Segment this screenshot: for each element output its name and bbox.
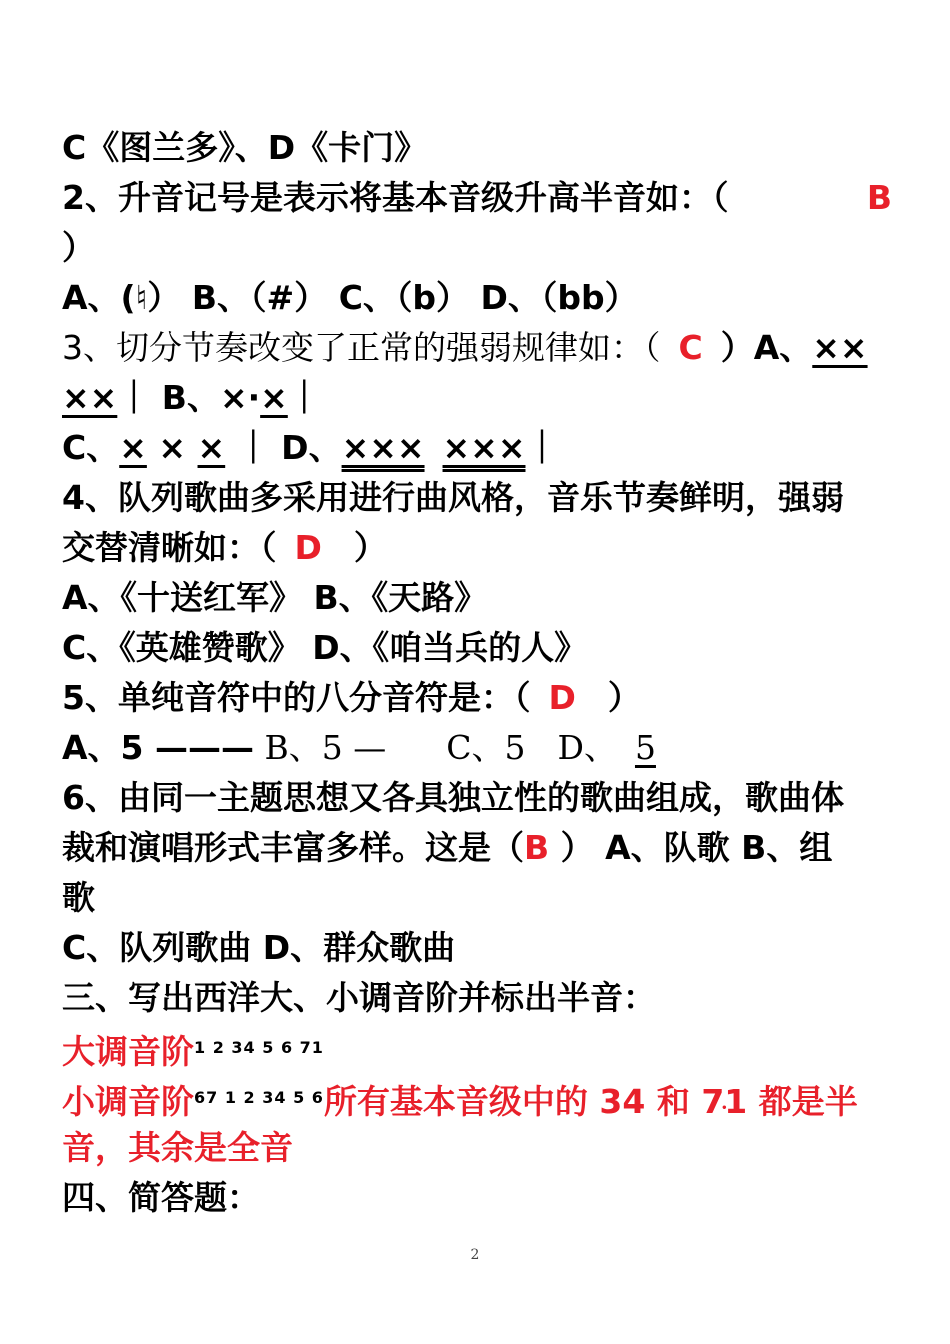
rhythm-b: ×	[260, 378, 288, 417]
minor-scale-line: 小调音阶$^{67 1 2 34 5 6}$所有基本音级中的 34 和 71 • 都是半	[62, 1074, 892, 1124]
rhythm-c3: ×	[197, 428, 226, 467]
question-2: 2、升音记号是表示将基本音级升高半音如：（ B	[62, 174, 892, 224]
rhythm-c2: ×	[158, 428, 187, 467]
section-4-title: 四、简答题：	[62, 1178, 260, 1217]
rhythm-c1: ×	[119, 428, 147, 467]
answer-q5: D	[548, 678, 576, 717]
question-6-line2: 裁和演唱形式丰富多样。这是（B ） A、队歌 B、组	[62, 828, 833, 867]
major-scale-line: 大调音阶$^{1 2 34 5 6 71}$	[62, 1032, 324, 1071]
question-6: 6、由同一主题思想又各具独立性的歌曲组成，歌曲体	[62, 778, 844, 817]
line-options-cd: C《图兰多》、D《卡门》	[62, 128, 428, 167]
question-6-options: C、队列歌曲 D、群众歌曲	[62, 928, 456, 967]
question-5-options: A、5 ——— B、5 — C、5 D、 5	[62, 728, 656, 767]
question-5: 5、单纯音符中的八分音符是：（ D ）	[62, 678, 641, 717]
question-3-line3: C、× × × ｜ D、××× ×××｜	[62, 428, 559, 467]
major-scale-notes: 1 2 34 5 6 71	[194, 1038, 324, 1057]
page-number: 2	[470, 1247, 480, 1263]
answer-q4: D	[294, 528, 322, 567]
question-4: 4、队列歌曲多采用进行曲风格，音乐节奏鲜明，强弱	[62, 478, 844, 517]
rhythm-a1: ××	[812, 328, 868, 367]
question-4-options-1: A、《十送红军》 B、《天路》	[62, 578, 488, 617]
question-6-line3: 歌	[62, 878, 95, 917]
answer-q2: B	[866, 178, 892, 217]
rhythm-a2: ××	[62, 378, 118, 417]
question-4-options-2: C、《英雄赞歌》 D、《咱当兵的人》	[62, 628, 588, 667]
minor-scale-desc-line2: 音，其余是全音	[62, 1128, 293, 1167]
question-3-line2: ××｜ B、×·×｜	[62, 378, 321, 417]
note-71-dotted: 71 •	[701, 1082, 747, 1121]
question-3: 3、切分节奏改变了正常的强弱规律如：（ C ）A、××	[62, 328, 868, 367]
eighth-note: 5	[634, 728, 656, 767]
question-4-line2: 交替清晰如：（ D ）	[62, 528, 387, 567]
rhythm-d2: ×××	[442, 428, 526, 467]
answer-q6: B	[524, 828, 550, 867]
question-2-close: ）	[62, 228, 95, 267]
answer-q3: C	[678, 328, 703, 367]
minor-scale-notes: 67 1 2 34 5 6	[194, 1088, 324, 1107]
section-3-title: 三、写出西洋大、小调音阶并标出半音：	[62, 978, 656, 1017]
question-2-options: A、(♮） B、（#） C、（b） D、（bb）	[62, 278, 638, 317]
rhythm-d1: ×××	[341, 428, 425, 467]
